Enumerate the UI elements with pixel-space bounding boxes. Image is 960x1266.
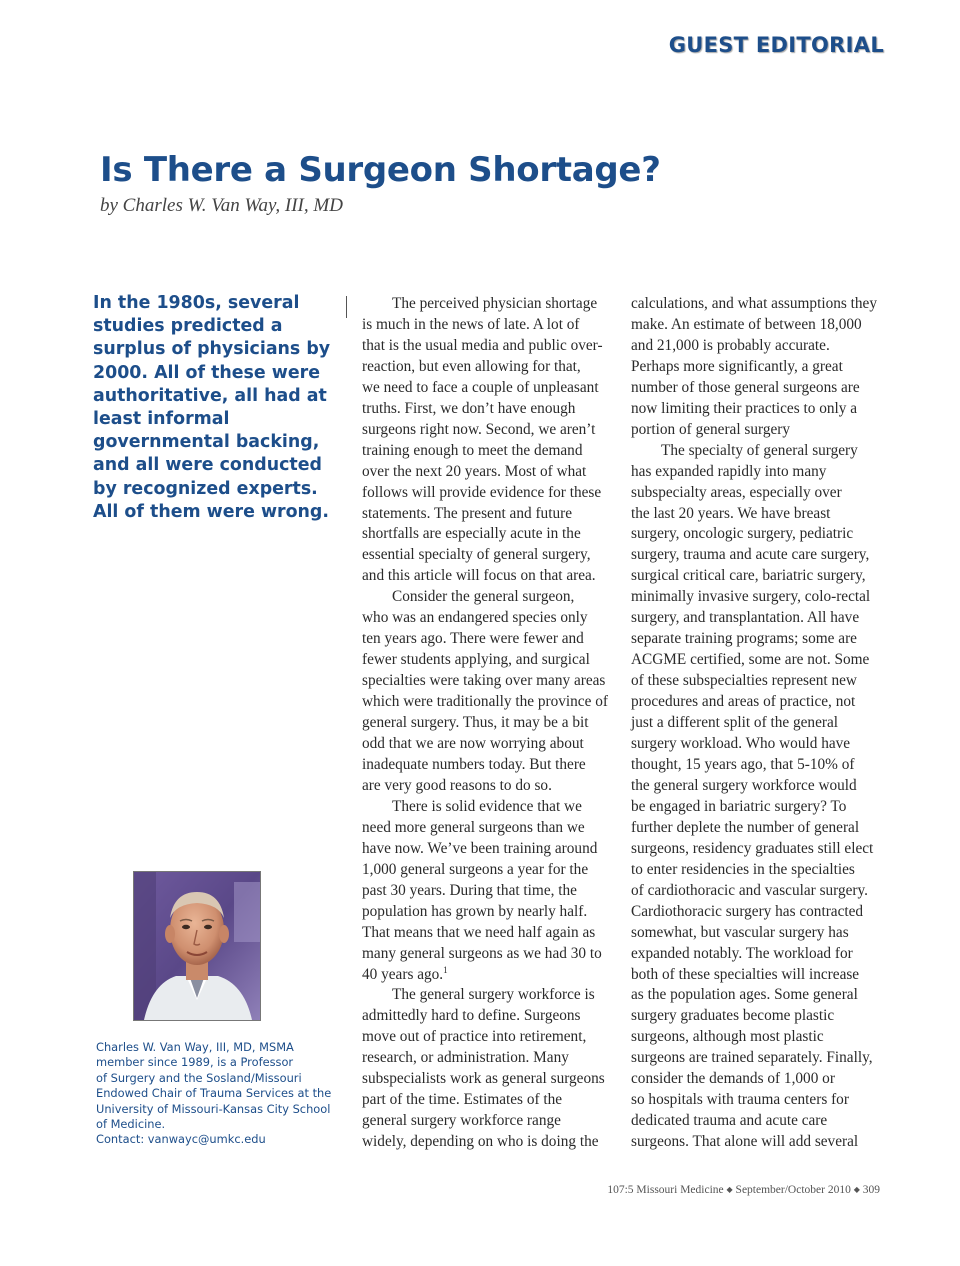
author-photo xyxy=(133,871,261,1021)
text-line: of these subspecialties represent new xyxy=(631,672,857,690)
text-line: reaction, but even allowing for that, xyxy=(362,357,581,375)
text-line: is much in the news of late. A lot of xyxy=(362,315,580,333)
text-line: procedures and areas of practice, not xyxy=(631,693,856,711)
text-line: truths. First, we don’t have enough xyxy=(362,399,576,417)
text-line: separate training programs; some are xyxy=(631,630,857,648)
text-line: essential specialty of general surgery, xyxy=(362,546,591,564)
text-line-with-footnote xyxy=(362,965,614,986)
text-line: surgical critical care, bariatric surgery, xyxy=(631,567,866,585)
text-line: minimally invasive surgery, colo-rectal xyxy=(631,588,871,606)
text-line: has expanded rapidly into many xyxy=(631,462,827,480)
footer-date: September/October 2010 xyxy=(735,1184,851,1196)
text-line: that is the usual media and public over- xyxy=(362,336,603,354)
text-line: That means that we need half again as xyxy=(362,923,596,941)
text-line: which were traditionally the province of xyxy=(362,693,608,711)
text-line: The specialty of general surgery xyxy=(661,441,858,459)
diamond-separator-icon: ◆ xyxy=(726,1185,733,1194)
text-line: the general surgery workforce would xyxy=(631,776,857,794)
text-line: specialties were taking over many areas xyxy=(362,672,606,690)
text-line: subspecialty areas, especially over xyxy=(631,483,842,501)
text-line: surgeons right now. Second, we aren’t xyxy=(362,420,596,438)
text-line: many general surgeons as we had 30 to xyxy=(362,944,602,962)
text-line: surgery workload. Who would have xyxy=(631,735,851,753)
page-number: 309 xyxy=(862,1184,880,1196)
text-line: ten years ago. There were fewer and xyxy=(362,630,584,648)
text-line: consider the demands of 1,000 or xyxy=(631,1070,835,1088)
text-line: so hospitals with trauma centers for xyxy=(631,1091,849,1109)
text-line: surgery graduates become plastic xyxy=(631,1007,835,1025)
bio-line: member since 1989, is a Professor xyxy=(96,1055,294,1070)
text-line: we need to face a couple of unpleasant xyxy=(362,378,599,396)
text-line: of cardiothoracic and vascular surgery. xyxy=(631,881,868,899)
text-line: somewhat, but vascular surgery has xyxy=(631,923,849,941)
text-line: shortfalls are especially acute in the xyxy=(362,525,581,543)
text-line: odd that we are now worrying about xyxy=(362,735,584,753)
text-line: follows will provide evidence for these xyxy=(362,483,602,501)
author-contact: Contact: vanwayc@umkc.edu xyxy=(96,1132,266,1147)
text-line: part of the time. Estimates of the xyxy=(362,1091,563,1109)
text-line: Consider the general surgeon, xyxy=(392,588,575,606)
article-column-2 xyxy=(631,294,883,1164)
text-line: Perhaps more significantly, a great xyxy=(631,357,843,375)
text-line: to enter residencies in the specialties xyxy=(631,860,855,878)
bio-line: Charles W. Van Way, III, MD, MSMA xyxy=(96,1040,294,1054)
text-line: surgery, oncologic surgery, pediatric xyxy=(631,525,854,543)
text-line: just a different split of the general xyxy=(631,714,839,732)
text-line: The general surgery workforce is xyxy=(392,986,595,1004)
text-line: widely, depending on who is doing the xyxy=(362,1133,599,1151)
bio-line: of Surgery and the Sosland/Missouri xyxy=(96,1070,302,1085)
article-column-1 xyxy=(362,294,614,1164)
text-line: fewer students applying, and surgical xyxy=(362,651,590,669)
text-line: dedicated trauma and acute care xyxy=(631,1112,828,1130)
text-line: calculations, and what assumptions they xyxy=(631,295,877,312)
text-line: The perceived physician shortage xyxy=(392,295,598,312)
text-line: portion of general surgery xyxy=(631,420,791,438)
page-footer xyxy=(607,1184,880,1196)
text-line: surgery, and transplantation. All have xyxy=(631,609,860,627)
text-line: surgeons, although most plastic xyxy=(631,1028,824,1046)
text-line: move out of practice into retirement, xyxy=(362,1028,587,1046)
text-line: are very good reasons to do so. xyxy=(362,776,552,794)
text-line: as the population ages. Some general xyxy=(631,986,858,1004)
text-line: subspecialists work as general surgeons xyxy=(362,1070,605,1088)
text-line: and this article will focus on that area. xyxy=(362,567,596,585)
text-line: research, or administration. Many xyxy=(362,1049,569,1067)
bio-line: of Medicine. xyxy=(96,1117,166,1132)
text-line: and 21,000 is probably accurate. xyxy=(631,336,830,354)
text-line: surgeons, residency graduates still elect xyxy=(631,839,874,857)
text-line: general surgery workforce range xyxy=(362,1112,561,1130)
text-line: further deplete the number of general xyxy=(631,818,860,836)
text-line: 40 years ago. xyxy=(362,965,444,983)
text-line: surgeons are trained separately. Finally, xyxy=(631,1049,873,1067)
text-line: general surgery. Thus, it may be a bit xyxy=(362,714,589,732)
text-line: have now. We’ve been training around xyxy=(362,839,598,857)
article-byline: by Charles W. Van Way, III, MD xyxy=(100,195,343,216)
text-line: statements. The present and future xyxy=(362,504,572,522)
text-line: need more general surgeons than we xyxy=(362,818,585,836)
text-line: There is solid evidence that we xyxy=(392,797,582,815)
text-line: thought, 15 years ago, that 5-10% of xyxy=(631,755,855,773)
section-label: GUEST EDITORIAL xyxy=(668,33,884,57)
text-line: ACGME certified, some are not. Some xyxy=(631,651,870,669)
bio-line: Endowed Chair of Trauma Services at the xyxy=(96,1086,332,1101)
footnote-ref: 1 xyxy=(443,964,448,975)
text-line: be engaged in bariatric surgery? To xyxy=(631,797,847,815)
text-line: make. An estimate of between 18,000 xyxy=(631,315,862,333)
text-line: the last 20 years. We have breast xyxy=(631,504,831,522)
text-line: who was an endangered species only xyxy=(362,609,588,627)
text-line: Cardiothoracic surgery has contracted xyxy=(631,902,864,920)
text-line: number of those general surgeons are xyxy=(631,378,860,396)
column-divider xyxy=(346,296,347,318)
footer-issue: 107:5 Missouri Medicine xyxy=(607,1184,724,1196)
pull-quote: In the 1980s, several studies predicted a surplus of physicians by 2000. All of these were authoritative, all had at least informal governmental backing, and all were conducted by recognized experts. All of them were wrong. xyxy=(93,293,331,522)
diamond-separator-icon: ◆ xyxy=(853,1185,860,1194)
author-bio xyxy=(96,1040,332,1148)
article-title: Is There a Surgeon Shortage? xyxy=(100,150,661,190)
text-line: now limiting their practices to only a xyxy=(631,399,858,417)
text-line: 1,000 general surgeons a year for the xyxy=(362,860,589,878)
text-line: surgeons. That alone will add several xyxy=(631,1133,859,1151)
text-line: both of these specialties will increase xyxy=(631,965,860,983)
text-line: surgery, trauma and acute care surgery, xyxy=(631,546,870,564)
text-line: inadequate numbers today. But there xyxy=(362,755,586,773)
text-line: population has grown by nearly half. xyxy=(362,902,588,920)
text-line: training enough to meet the demand xyxy=(362,441,583,459)
text-line: expanded notably. The workload for xyxy=(631,944,853,962)
bio-line: University of Missouri-Kansas City School xyxy=(96,1101,331,1116)
text-line: past 30 years. During that time, the xyxy=(362,881,577,899)
text-line: admittedly hard to define. Surgeons xyxy=(362,1007,581,1025)
text-line: over the next 20 years. Most of what xyxy=(362,462,587,480)
